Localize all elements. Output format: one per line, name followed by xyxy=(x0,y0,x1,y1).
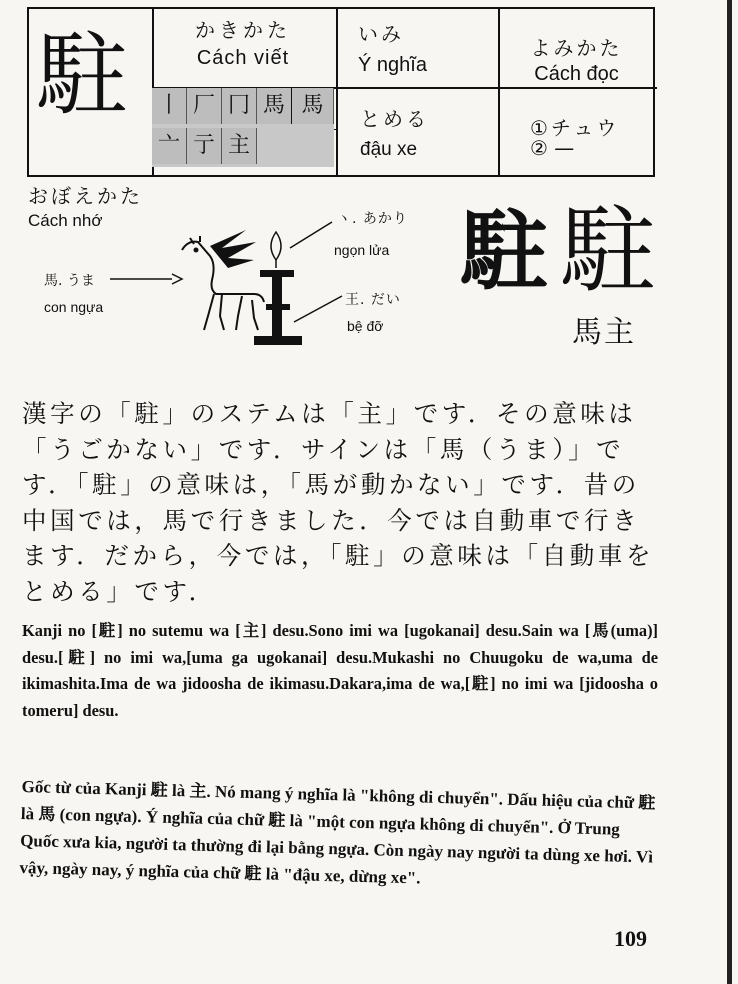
horse-label-jp: 馬. うま xyxy=(44,273,95,289)
stroke-5: 馬 xyxy=(292,88,334,124)
horse-lamp-illustration xyxy=(110,210,350,360)
reading-on: ①チュウ xyxy=(530,116,620,140)
stroke-4: 馬 xyxy=(257,88,292,124)
vietnamese-explanation: Gốc từ của Kanji 駐 là 主. Nó mang ý nghĩa là "không di chuyển". Dấu hiệu của chữ 駐 là 馬 (con ngựa). Ý nghĩa của chữ 駐 là "một con ngựa không di chuyển". Ở Trung Quốc xưa kia, người ta thường đi lại bằng ngựa. Còn ngày nay người ta dùng xe hơi. Vì vậy, ngày nay, ý nghĩa của chữ 駐 là "đậu xe, dừng xe". xyxy=(19,776,656,888)
binding-edge xyxy=(727,0,732,984)
stroke-8: 主 xyxy=(222,128,257,164)
stroke-6: 亠 xyxy=(152,128,187,164)
writing-label-jp: かきかた xyxy=(195,18,291,42)
flame-label-vi: ngọn lửa xyxy=(334,242,390,258)
page-number: 109 xyxy=(614,926,647,951)
reading-label-jp: よみかた xyxy=(530,36,623,60)
flame-label-jp: ヽ. あかり xyxy=(337,211,408,227)
flame-icon xyxy=(271,232,281,268)
meaning-label-vi: Ý nghĩa xyxy=(358,54,427,76)
writing-label-vi: Cách viết xyxy=(196,47,290,69)
base-label-jp: 王. だい xyxy=(345,292,401,308)
lamp-stand-icon xyxy=(254,270,302,345)
horse-mane-icon xyxy=(210,230,256,268)
reading-kun: ② — xyxy=(530,136,575,160)
romaji-explanation: Kanji no [駐] no sutemu wa [主] desu.Sono imi wa [ugokanai] desu.Sain wa [馬(uma)] desu.[駐] no imi wa,[uma ga ugokanai] desu.Mukashi no Chuugoku de wa,uma de ikimashita.Ima de wa jidoosha de ikimasu.Dakara,ima de wa,[駐] no imi wa [jidoosha o tomeru] desu. xyxy=(22,621,658,720)
reading-label-vi: Cách đọc xyxy=(534,63,619,85)
meaning-word-jp: とめる xyxy=(360,107,429,131)
mnemonic-title-jp: おぼえかた xyxy=(28,184,143,208)
kanji-bold-style: 駐 xyxy=(460,200,549,303)
main-kanji: 駐 xyxy=(36,22,129,129)
japanese-explanation: 漢字の「駐」のステムは「主」です．その意味は「うごかない」です．サインは「馬（うま）」です．「駐」の意味は，「馬が動かない」です．昔の中国では，馬で行きました．今では自動車で行きます．だから，今では，「駐」の意味は「自動車をとめる」です． xyxy=(22,399,655,606)
meaning-label-jp: いみ xyxy=(358,22,404,46)
stroke-1: 丨 xyxy=(152,88,187,124)
mnemonic-title-vi: Cách nhớ xyxy=(28,211,103,230)
stroke-7: 亍 xyxy=(187,128,222,164)
horse-label-vi: con ngựa xyxy=(44,299,104,315)
stroke-2: 厂 xyxy=(187,88,222,124)
kanji-serif-style: 駐 xyxy=(560,195,656,307)
stroke-3: 冂 xyxy=(222,88,257,124)
kanji-components: 馬主 xyxy=(572,315,636,350)
base-label-vi: bệ đỡ xyxy=(347,318,384,334)
meaning-word-vi: đậu xe xyxy=(360,139,418,160)
